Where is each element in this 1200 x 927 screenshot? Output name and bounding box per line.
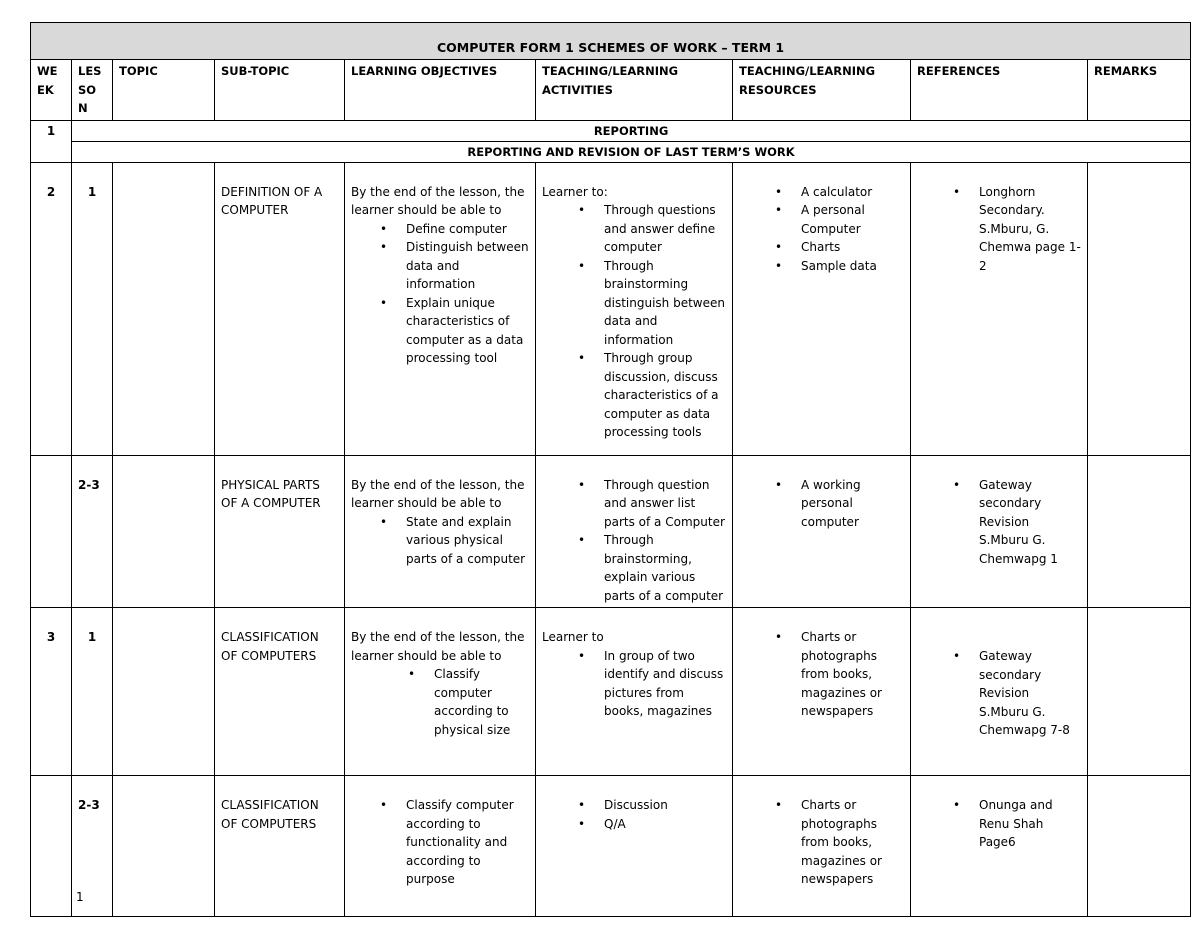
- table-row: [31, 455, 1191, 608]
- objective-item: • Classify computer according to physical size: [434, 665, 529, 739]
- resources-cell: [733, 776, 911, 917]
- references-cell: [911, 162, 1088, 455]
- lesson-cell: 1: [72, 608, 113, 776]
- activity-item: • In group of two identify and discuss pictures from books, magazines: [604, 647, 726, 721]
- activities-cell: [536, 162, 733, 455]
- remarks-cell: [1088, 608, 1191, 776]
- revision-label: REPORTING AND REVISION OF LAST TERM’S WORK: [72, 141, 1191, 162]
- activity-item: • Discussion: [604, 796, 726, 815]
- resource-item: • Sample data: [801, 257, 904, 276]
- header-week: WE EK: [31, 60, 72, 121]
- resources-cell: [733, 162, 911, 455]
- remarks-cell: [1088, 776, 1191, 917]
- subtopic-cell: DEFINITION OF A COMPUTER: [215, 162, 345, 455]
- references-cell: [911, 776, 1088, 917]
- activities-intro: Learner to: [542, 630, 604, 644]
- objectives-cell: [345, 608, 536, 776]
- remarks-cell: [1088, 455, 1191, 608]
- header-objectives: LEARNING OBJECTIVES: [345, 60, 536, 121]
- resource-item: • Charts or photographs from books, magazines or newspapers: [801, 628, 904, 721]
- activities-cell: [536, 455, 733, 608]
- resource-item: • Charts or photographs from books, magazines or newspapers: [801, 796, 904, 889]
- header-references: REFERENCES: [911, 60, 1088, 121]
- activities-cell: [536, 608, 733, 776]
- topic-cell: [113, 162, 215, 455]
- lesson-cell: 2-3: [72, 455, 113, 608]
- objectives-cell: [345, 776, 536, 917]
- objectives-cell: [345, 162, 536, 455]
- objectives-intro: By the end of the lesson, the learner should be able to: [351, 477, 525, 510]
- reference-item: • Onunga and Renu Shah Page6: [979, 796, 1081, 852]
- activities-cell: [536, 776, 733, 917]
- subtopic-cell: CLASSIFICATION OF COMPUTERS: [215, 608, 345, 776]
- references-cell: [911, 608, 1088, 776]
- topic-cell: [113, 776, 215, 917]
- reference-item: • Gateway secondary Revision S.Mburu G. Chemwapg 1: [979, 476, 1081, 569]
- document-title: COMPUTER FORM 1 SCHEMES OF WORK – TERM 1: [31, 23, 1191, 60]
- table-row: [31, 162, 1191, 455]
- header-remarks: REMARKS: [1088, 60, 1191, 121]
- page-number: 1: [76, 890, 84, 904]
- objective-item: • Distinguish between data and information: [406, 238, 529, 294]
- resource-item: • A calculator: [801, 183, 904, 202]
- reporting-label: REPORTING: [72, 120, 1191, 141]
- subtopic-cell: PHYSICAL PARTS OF A COMPUTER: [215, 455, 345, 608]
- reference-item: • Gateway secondary Revision S.Mburu G. Chemwapg 7-8: [979, 647, 1081, 740]
- title-row: [31, 23, 1191, 60]
- reporting-week: 1: [31, 120, 72, 162]
- objective-item: • Define computer: [406, 220, 529, 239]
- reporting-row: [31, 120, 1191, 141]
- lesson-cell: 2-3: [72, 776, 113, 917]
- lesson-cell: 1: [72, 162, 113, 455]
- week-cell: [31, 455, 72, 608]
- subtopic-cell: CLASSIFICATION OF COMPUTERS: [215, 776, 345, 917]
- week-cell: 2: [31, 162, 72, 455]
- header-activities: TEACHING/LEARNING ACTIVITIES: [536, 60, 733, 121]
- activity-item: • Through questions and answer define computer: [604, 201, 726, 257]
- resource-item: • Charts: [801, 238, 904, 257]
- remarks-cell: [1088, 162, 1191, 455]
- objectives-intro: By the end of the lesson, the learner should be able to: [351, 184, 525, 217]
- table-row: [31, 608, 1191, 776]
- week-cell: [31, 776, 72, 917]
- table-row: [31, 776, 1191, 917]
- header-topic: TOPIC: [113, 60, 215, 121]
- activity-item: • Q/A: [604, 815, 726, 834]
- header-row: [31, 60, 1191, 121]
- week-cell: 3: [31, 608, 72, 776]
- objective-item: • Classify computer according to functionality and according to purpose: [406, 796, 529, 889]
- reference-item: • Longhorn Secondary. S.Mburu, G. Chemwa page 1-2: [979, 183, 1081, 276]
- activity-item: • Through question and answer list parts of a Computer: [604, 476, 726, 532]
- activities-intro: Learner to:: [542, 184, 608, 199]
- header-lesson: LES SO N: [72, 60, 113, 121]
- activity-item: • Through group discussion, discuss characteristics of a computer as data processing tools: [604, 349, 726, 442]
- topic-cell: [113, 608, 215, 776]
- header-subtopic: SUB-TOPIC: [215, 60, 345, 121]
- objectives-cell: [345, 455, 536, 608]
- resource-item: • A personal Computer: [801, 201, 904, 238]
- revision-row: [31, 141, 1191, 162]
- activity-item: • Through brainstorming, explain various parts of a computer: [604, 531, 726, 605]
- resources-cell: [733, 608, 911, 776]
- header-resources: TEACHING/LEARNING RESOURCES: [733, 60, 911, 121]
- activity-item: • Through brainstorming distinguish between data and information: [604, 257, 726, 350]
- objective-item: • Explain unique characteristics of computer as a data processing tool: [406, 294, 529, 368]
- resources-cell: [733, 455, 911, 608]
- resource-item: • A working personal computer: [801, 476, 904, 532]
- schemes-of-work-table: [30, 22, 1191, 917]
- objectives-intro: By the end of the lesson, the learner should be able to: [351, 630, 525, 663]
- objective-item: • State and explain various physical parts of a computer: [406, 513, 529, 569]
- references-cell: [911, 455, 1088, 608]
- topic-cell: [113, 455, 215, 608]
